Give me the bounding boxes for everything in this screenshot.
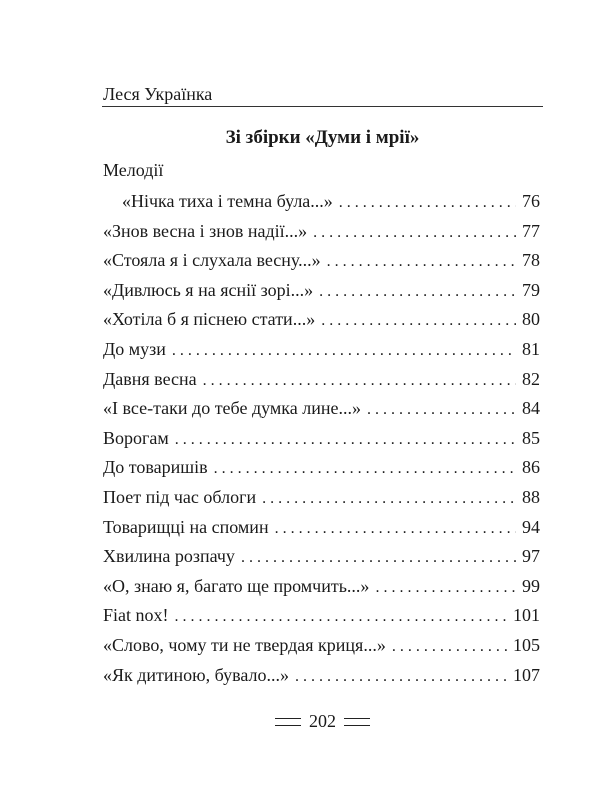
toc-entry[interactable]	[103, 250, 540, 280]
leader-dots	[367, 401, 516, 419]
toc-entry[interactable]	[103, 517, 540, 547]
toc-entry[interactable]	[103, 487, 540, 517]
subsection-heading: Мелодії	[103, 160, 164, 180]
leader-dots	[313, 224, 516, 242]
leader-dots	[375, 579, 516, 597]
toc-entry[interactable]	[103, 605, 540, 635]
toc-entry-title: «О, знаю я, багато ще промчить...»	[103, 575, 370, 596]
toc-entry-title: «Стояла я і слухала весну...»	[103, 250, 321, 271]
leader-dots	[339, 194, 516, 212]
toc-entry-title: Хвилина розпачу	[103, 546, 235, 567]
toc-entry[interactable]	[103, 665, 540, 695]
toc-entry-page: 82	[522, 368, 540, 389]
toc-entry-title: «Знов весна і знов надії...»	[103, 220, 308, 241]
toc-entry-page: 86	[522, 457, 540, 478]
toc-entry-page: 99	[522, 575, 540, 596]
toc-entry-page: 79	[522, 279, 540, 300]
leader-dots	[214, 460, 516, 478]
toc-entry-title: «Як дитиною, бувало...»	[103, 664, 289, 685]
toc-entry-title: Fiat nox!	[103, 605, 169, 626]
leader-dots	[327, 253, 516, 271]
leader-dots	[172, 342, 516, 360]
toc-entry-title: Товарищці на спомин	[103, 516, 269, 537]
toc-entry-page: 105	[513, 634, 540, 655]
running-head: Леся Українка	[103, 84, 213, 104]
toc-entry[interactable]	[103, 280, 540, 310]
toc-entry-page: 85	[522, 427, 540, 448]
leader-dots	[241, 549, 516, 567]
toc-entry-title: Давня весна	[103, 368, 197, 389]
toc-entry-page: 107	[513, 664, 540, 685]
toc-entry-title: «І все-таки до тебе думка лине...»	[103, 398, 361, 419]
toc-entry-page: 101	[513, 605, 540, 626]
leader-dots	[319, 283, 516, 301]
leader-dots	[203, 372, 516, 390]
toc-entry[interactable]	[103, 221, 540, 251]
toc-entry-page: 84	[522, 398, 540, 419]
toc-entry[interactable]	[103, 635, 540, 665]
toc-entry-title: Ворогам	[103, 427, 169, 448]
leader-dots	[295, 668, 507, 686]
toc-entry-title: До музи	[103, 338, 166, 359]
table-of-contents	[103, 191, 540, 694]
toc-entry-title: Поет під час облоги	[103, 486, 257, 507]
toc-entry[interactable]	[103, 191, 540, 221]
toc-entry[interactable]	[103, 369, 540, 399]
toc-entry-page: 81	[522, 338, 540, 359]
leader-dots	[175, 431, 516, 449]
toc-entry[interactable]	[103, 546, 540, 576]
ornament-right-icon	[344, 718, 370, 726]
toc-entry[interactable]	[103, 457, 540, 487]
toc-entry[interactable]	[103, 309, 540, 339]
toc-entry-title: До товаришів	[103, 457, 208, 478]
leader-dots	[275, 520, 516, 538]
toc-entry-page: 76	[522, 191, 540, 211]
page-number: 202	[309, 711, 336, 731]
toc-entry-title: «Нічка тиха і темна була...»	[122, 191, 333, 211]
toc-entry-page: 78	[522, 250, 540, 271]
section-title: Зі збірки «Думи і мрії»	[225, 127, 420, 148]
toc-entry-page: 94	[522, 516, 540, 537]
toc-entry-title: «Хотіла б я піснею стати...»	[103, 309, 316, 330]
toc-entry-page: 97	[522, 546, 540, 567]
toc-entry-title: «Дивлюсь я на яснії зорі...»	[103, 279, 314, 300]
toc-entry-page: 80	[522, 309, 540, 330]
leader-dots	[321, 312, 516, 330]
leader-dots	[392, 638, 507, 656]
toc-entry-title: «Слово, чому ти не твердая криця...»	[103, 634, 386, 655]
leader-dots	[262, 490, 516, 508]
toc-entry-page: 88	[522, 486, 540, 507]
toc-entry[interactable]	[103, 428, 540, 458]
toc-entry[interactable]	[103, 398, 540, 428]
toc-entry-page: 77	[522, 220, 540, 241]
leader-dots	[175, 608, 508, 626]
ornament-left-icon	[275, 718, 301, 726]
page-footer	[0, 711, 600, 732]
header-rule	[102, 106, 543, 107]
toc-entry[interactable]	[103, 339, 540, 369]
toc-entry[interactable]	[103, 576, 540, 606]
